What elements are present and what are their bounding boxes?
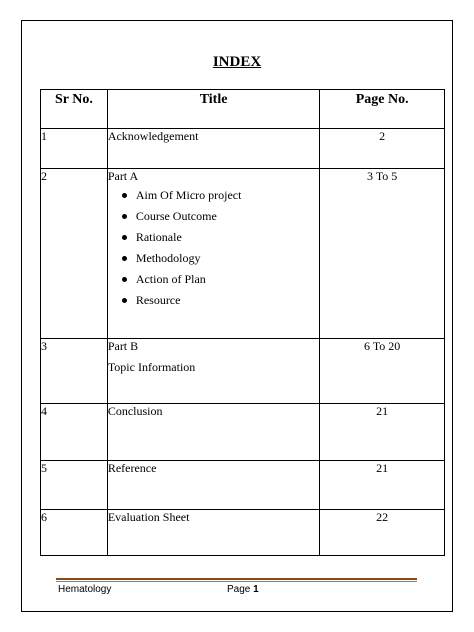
- row-title: Part A: [107, 169, 139, 183]
- index-heading: INDEX: [212, 54, 262, 70]
- bullet-icon: [122, 298, 127, 303]
- list-item-text: Aim Of Micro project: [135, 188, 242, 202]
- table-row: [41, 510, 445, 556]
- list-item: [120, 230, 320, 245]
- list-item: [120, 251, 320, 266]
- row-sr: 3: [41, 339, 108, 404]
- row-page: 21: [320, 461, 445, 510]
- footer-page-number: 1: [253, 584, 259, 595]
- footer-page-label: Page: [227, 584, 251, 595]
- table-header-row: [41, 90, 445, 129]
- bullet-icon: [122, 256, 127, 261]
- row-page: 22: [320, 510, 445, 556]
- row-sr: 4: [41, 404, 108, 461]
- index-table: [40, 89, 445, 556]
- row-title: Part B: [107, 339, 139, 353]
- row-title-cell: [107, 339, 320, 404]
- list-item-text: Resource: [135, 293, 181, 307]
- table-row: [41, 339, 445, 404]
- row-title: Reference: [107, 461, 320, 510]
- table-row: [41, 129, 445, 169]
- row-page: 6 To 20: [320, 339, 445, 404]
- bullet-icon: [122, 193, 127, 198]
- list-item-text: Methodology: [135, 251, 201, 265]
- list-item: [120, 293, 320, 308]
- bullet-icon: [122, 214, 127, 219]
- header-title: Title: [107, 90, 320, 129]
- row-title: Conclusion: [107, 404, 320, 461]
- row-sr: 6: [41, 510, 108, 556]
- list-item: [120, 188, 320, 203]
- footer-subject: Hematology: [58, 584, 112, 595]
- row-sr: 2: [41, 169, 108, 339]
- header-sr-no: Sr No.: [41, 90, 108, 129]
- table-row: [41, 404, 445, 461]
- row-title-cell: [107, 169, 320, 339]
- row-title: Acknowledgement: [107, 129, 320, 169]
- row-sr: 5: [41, 461, 108, 510]
- list-item-text: Course Outcome: [135, 209, 217, 223]
- list-item: [120, 209, 320, 224]
- list-item: [120, 272, 320, 287]
- row-page: 3 To 5: [320, 169, 445, 339]
- row-subtitle: Topic Information: [107, 360, 196, 374]
- list-item-text: Rationale: [135, 230, 182, 244]
- header-page-no: Page No.: [320, 90, 445, 129]
- row-title: Evaluation Sheet: [107, 510, 320, 556]
- footer-page: [227, 584, 259, 595]
- table-row: [41, 169, 445, 339]
- row-page: 21: [320, 404, 445, 461]
- table-row: [41, 461, 445, 510]
- bullet-list: [108, 188, 320, 308]
- bullet-icon: [122, 277, 127, 282]
- footer-rule: [56, 578, 417, 582]
- bullet-icon: [122, 235, 127, 240]
- row-sr: 1: [41, 129, 108, 169]
- row-page: 2: [320, 129, 445, 169]
- list-item-text: Action of Plan: [135, 272, 206, 286]
